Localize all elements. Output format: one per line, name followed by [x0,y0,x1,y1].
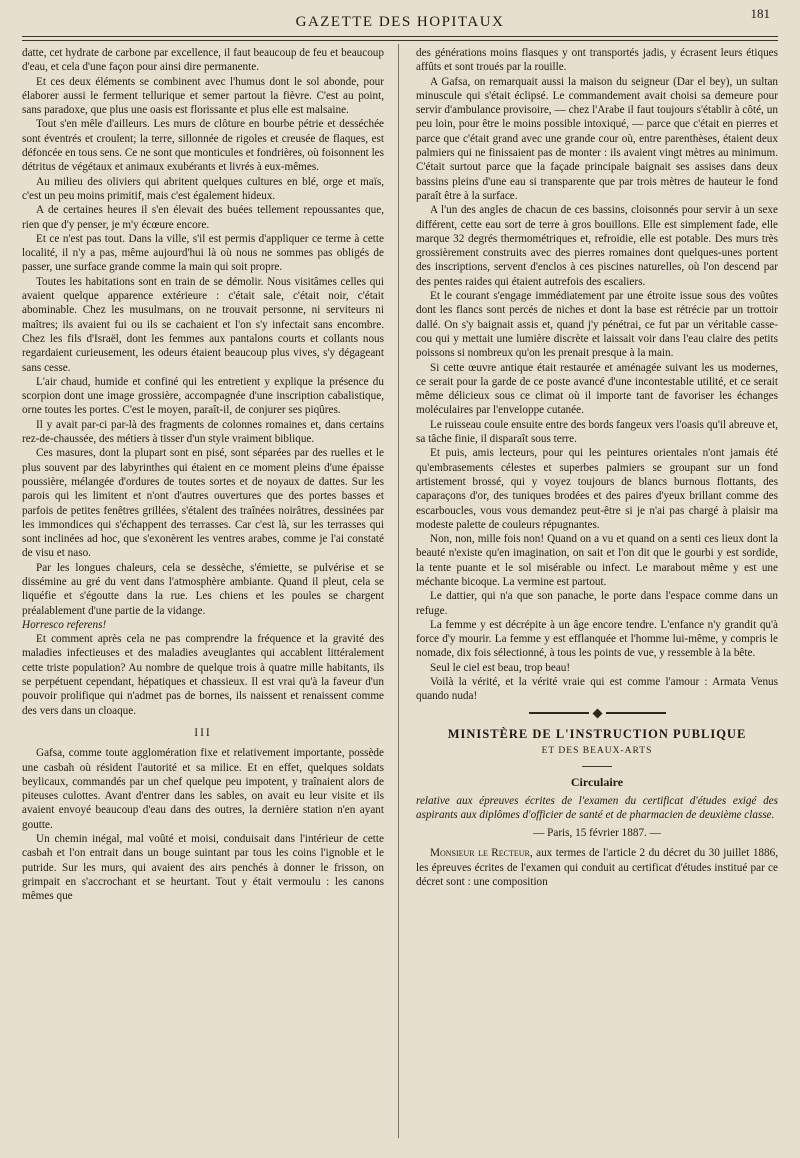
section-ornament [416,710,778,717]
paragraph: Et comment après cela ne pas comprendre la fréquence et la gravité des maladies infectieuses et des maladies aveuglantes qui accablent littéralement cette triste population? Au nombre de quelque trois à quatre mille habitants, ils se perpétuent cependant, hépatiques et chassieux. Il est vrai qu'à la faveur d'un pouvoir prolifique qui n'admet pas de bornes, ils naissent et renaissent comme des vers dans un cloaque. [22,633,384,717]
paragraph: Voilà la vérité, et la vérité vraie qui est comme l'amour : Armata Venus quando nuda! [416,676,778,703]
paragraph: La femme y est décrépite à un âge encore tendre. L'enfance n'y grandit qu'à force d'y mourir. La femme y est efflanquée et l'homme lui-même, y compris le nomade, dix fois sélectionné, à tous les points de vue, y ressemble à la bête. [416,618,778,660]
paragraph: Le ruisseau coule ensuite entre des bords fangeux vers l'oasis qu'il abreuve et, sa tâche finie, il disparaît sous terre. [416,418,778,446]
dateline: — Paris, 15 février 1887. — [533,827,661,840]
paragraph: Gafsa, comme toute agglomération fixe et relativement importante, possède une casbah où résident l'autorité et sa milice. Et en effet, quelques soldats beylicaux, commandés par un chef quelque peu impotent, y traînaient alors de piteuses culottes. Avant d'entrer dans les sables, on avait eu leur visite et ils avaient envoyé beaucoup d'eau dans des outres, la dernière station n'en ayant goutte. [22,747,384,831]
paragraph: A l'un des angles de chacun de ces bassins, cloisonnés pour servir à un sexe différent, cette eau sort de terre à gros bouillons. Elle est simplement fade, elle marque 32 degrés thermométriques et, refroidie, elle est potable. Des murs très grossièrement construits avec des pierres romaines dont quelques-unes portent des inscriptions, servent d'enclos à ces piscines naturelles, où l'on descend par des pentes raides qui étaient autrefois des escaliers. [416,204,778,288]
paragraph: Un chemin inégal, mal voûté et moisi, conduisait dans l'intérieur de cette casbah et l'on entrait dans un bouge suintant par tous les coins l'ignoble et le putride. Sur les murs, qui avaient des airs penchés à donner le frisson, on grimpait en s'accrochant et se heurtant. Tout y était vermoulu : les canons mêmes que [22,833,384,903]
section-number: III [194,726,212,739]
paragraph: des générations moins flasques y ont transportés jadis, y écrasent leurs étiques affûts et sont troués par la rouille. [416,47,778,74]
ministry-subheading: ET DES BEAUX-ARTS [541,745,653,756]
paragraph: Si cette œuvre antique était restaurée et aménagée suivant les us modernes, ce serait pour la garde de ce poste avancé d'une incontestable utilité, et ce serait même délicieux sous ce climat où il importe tant de favoriser les échanges moléculaires par l'enveloppe cutanée. [416,361,778,417]
paragraph: Par les longues chaleurs, cela se dessèche, s'émiette, se pulvérise et se dissémine au gré du vent dans l'atmosphère ambiante. Quand il pleut, cela se liquéfie et s'égoutte dans la rue. Les chiens et les poules se chargent préalablement d'une partie de la vidange. [22,561,384,617]
ornament-diamond [592,708,602,718]
paragraph: Seul le ciel est beau, trop beau! [430,661,571,674]
paragraph: Et ce n'est pas tout. Dans la ville, s'il est permis d'appliquer ce terme à cette localité, il n'y a pas, même aujourd'hui là où nous ne sommes pas obligés de passer, une surface grande comme la main qui soit propre. [22,232,384,274]
paragraph: Le dattier, qui n'a que son panache, le porte dans l'espace comme dans un refuge. [416,590,778,617]
letter-opening [416,846,778,889]
circular-description: relative aux épreuves écrites de l'examen du certificat d'études exigé des aspirants aux diplômes d'officier de santé et de pharmacien de deuxième classe. [416,794,778,821]
paragraph: datte, cet hydrate de carbone par excellence, il faut beaucoup de feu et beaucoup d'eau, et cela d'une façon pour ainsi dire permanente. [22,47,384,74]
ministry-heading: MINISTÈRE DE L'INSTRUCTION PUBLIQUE [447,726,747,741]
ornament-line [606,712,666,714]
paragraph: A de certaines heures il s'en élevait des buées tellement repoussantes que, rien que d'y penser, je m'y écœure encore. [22,204,384,231]
publication-title: GAZETTE DES HOPITAUX [295,14,505,30]
paragraph: L'air chaud, humide et confiné qui les entretient y explique la présence du scorpion dont une image grossière, accompagnée d'une inscription cabalistique, orne toutes les portes. C'est le moyen, paraît-il, de conjurer ses piqûres. [22,375,384,417]
paragraph: Non, non, mille fois non! Quand on a vu et quand on a senti ces lieux dont la beauté n'existe qu'en imagination, on sait et l'on dit que le gourbi y est sordide, la tente puante et le sol misérable ou infect. Le marabout même y est une méchante bicoque. La vermine est partout. [416,533,778,588]
page-number: 181 [750,6,770,21]
latin-exclamation: Horresco referens! [22,618,107,631]
left-column [22,46,384,904]
column-divider [398,44,399,1138]
paragraph: Il y avait par-ci par-là des fragments de colonnes romaines et, dans certains rez-de-chaussée, des métiers à tisser d'un style vraiment biblique. [22,418,384,446]
page-header [22,6,778,36]
paragraph: Au milieu des oliviers qui abritent quelques cultures en blé, orge et maïs, c'est un peu moins primitif, mais c'est également hideux. [22,175,384,202]
ornament-line [529,712,589,714]
header-rule-double [22,40,778,41]
paragraph: Et le courant s'engage immédiatement par une étroite issue sous des voûtes dont les flancs sont percés de niches et dont la base est rétrécie par un trottoir dallé. On s'y baignait assis et, quand j'y pénétrai, ce fut par un véritable casse-cou qui y mettait une lumière discrète et laissait voir dans l'eau claire des petits poissons si nombreux qu'on les prenait presque à la main. [416,290,778,360]
paragraph: A Gafsa, on remarquait aussi la maison du seigneur (Dar el bey), un sultan minuscule qui s'était éclipsé. Le commandement avait choisi sa demeure pour servir d'ambulance provisoire, — chez l'Arabe il faut toujours s'établir à côté, un peu loin, pour être le moins possible intoxiqué, — parce que c'était en pierres et parce que c'était grand avec une grande cour où, entre parenthèses, étaient deux palmiers qui ne finissaient pas de monter : ils avaient vingt mètres au minimum. C'était surtout parce que la façade principale baignait ses assises dans deux bassins pleins d'une eau si transparente que par trois mètres de hauteur le fond paraît être à la surface. [416,75,778,202]
paragraph: Ces masures, dont la plupart sont en pisé, sont séparées par des ruelles et le plus souvent par des labyrinthes qui étaient en ce moment pleins d'une épaisse poussière, mélangée d'ordures de toutes sortes et de noyaux de dattes. Sur les parois qui les limitent et n'ont d'autres ouvertures que des portes basses et parfois de petites fenêtres grillées, s'étalent des traînées noirâtres, dessinées par les immondices qui s'échappent des terrasses. Car c'est là, sur les terrasses qui sont inclinées ad hoc, que s'exonèrent les ventres arabes, comme je l'ai constaté de visu et naso. [22,447,384,560]
right-column [416,46,778,889]
salutation: Monsieur le Recteur [430,847,530,860]
paragraph: Toutes les habitations sont en train de se démolir. Nous visitâmes celles qui avaient quelque apparence extérieure : c'était sale, c'était noir, c'était abominable. Chez les musulmans, on ne trouvait personne, ni serviteurs ni maîtres; ils avaient fui ou ils se cachaient et l'on s'y infectait sans encombre. Chez les fils d'Israël, dont les femmes aux pantalons courts et collants nous regardaient curieusement, les odeurs étaient beaucoup plus vives, s'y dégageant sans cesse. [22,275,384,374]
paragraph: Tout s'en mêle d'ailleurs. Les murs de clôture en bourbe pétrie et desséchée sont éventrés et croulent; la terre, sillonnée de rigoles et creusée de flaques, est défoncée en tous sens. Ce ne sont que monticules et fondrières, où foisonnent les détritus de végétaux et animaux exubérants et livrés à eux-mêmes. [22,118,384,174]
paragraph: Et puis, amis lecteurs, pour qui les peintures orientales n'ont jamais été qu'embrasements célestes et superbes palmiers se groupant sur un fond artistement brossé, qui y voyez toujours de blancs burnous flottants, des caparaçons d'or, des tuniques brodées et des paires d'yeux brillant comme des escarboucles, vous vous demandez peut-être si je n'ai pas chargé à plaisir ma modeste palette de couleurs répugnantes. [416,447,778,531]
paragraph: Et ces deux éléments se combinent avec l'humus dont le sol abonde, pour élaborer aussi le ferment tellurique et semer partout la fièvre. C'est au point, sans paradoxe, que plus une oasis est florissante et plus elle est malsaine. [22,75,384,117]
header-rule [22,36,778,37]
letter-text: , aux termes de l'article 2 du décret du 30 juillet 1886, les épreuves écrites de l'examen qui conduit au certificat d'études institué par ce décret sont : une composition [416,847,778,889]
divider [582,766,612,767]
circular-title: Circulaire [570,775,624,790]
